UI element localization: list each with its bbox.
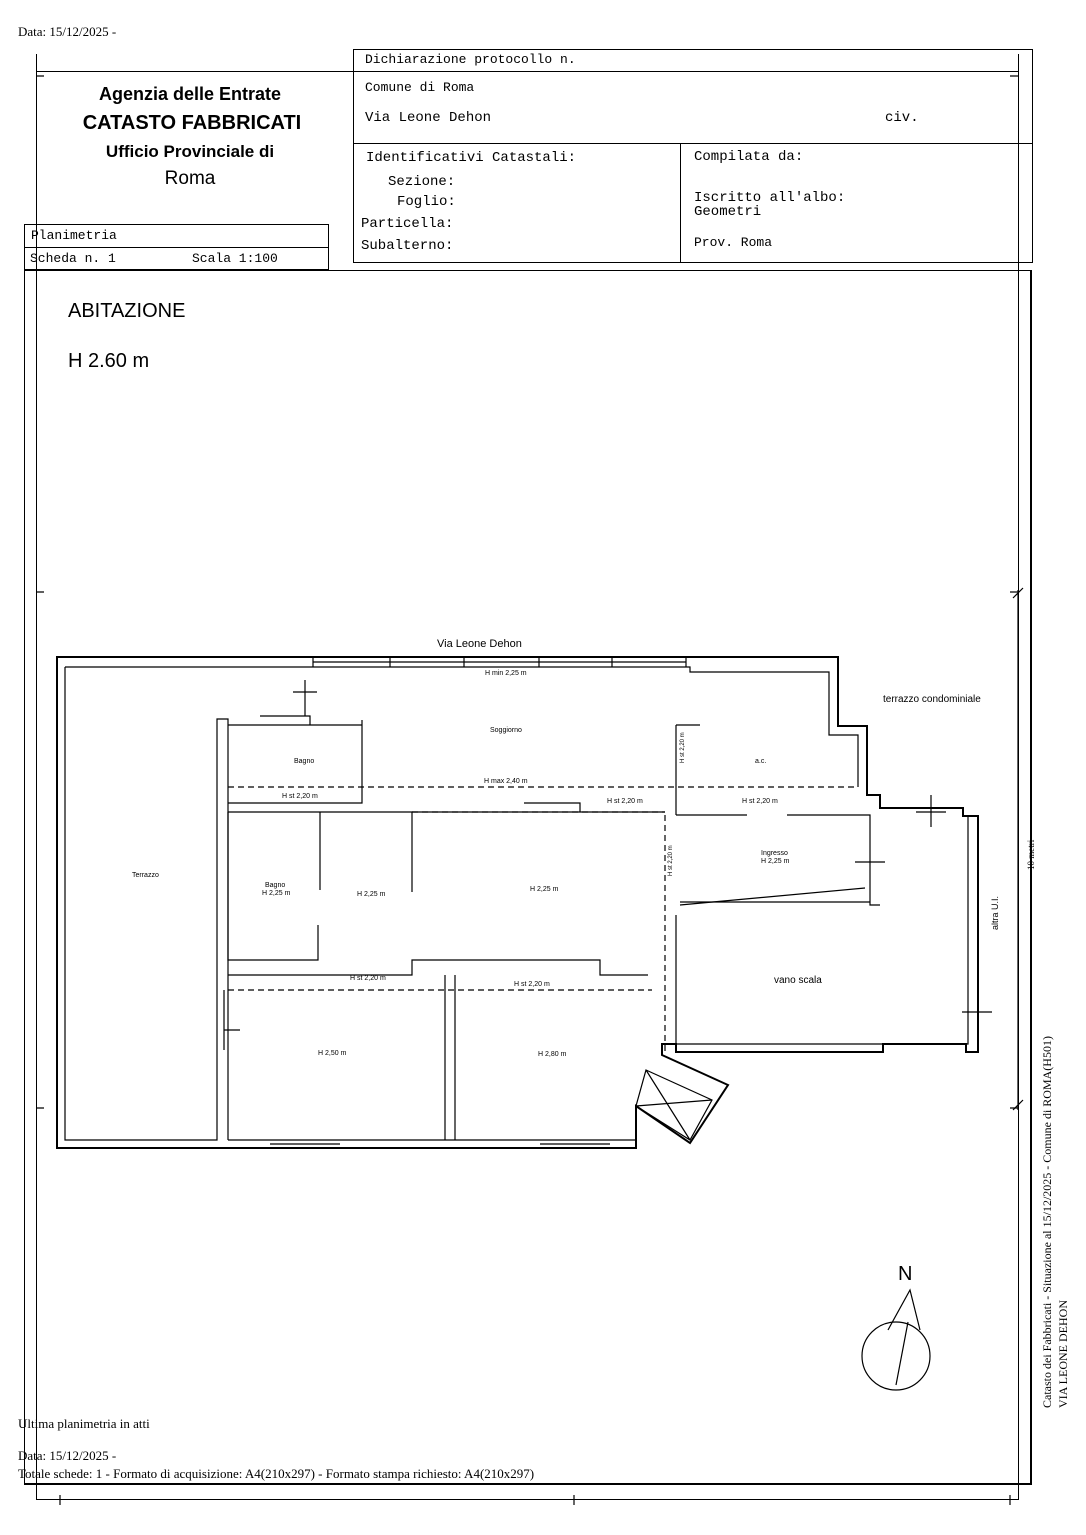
footer-totale: Totale schede: 1 - Formato di acquisizione: A4(210x297) - Formato stampa richiesto: A4(210x297) [18,1466,535,1481]
hmax-label: H max 2,40 m [484,778,528,785]
north-label: N [898,1263,913,1285]
altra-ui-label: altra U.I. [990,895,1000,930]
foglio-label: Foglio: [397,194,456,210]
particella-label: Particella: [361,216,454,232]
hst-label-a: H st 2,20 m [282,793,318,800]
planimetria-label: Planimetria [31,228,117,243]
catasto-title: CATASTO FABBRICATI [82,112,302,134]
ultima-planimetria: Ultima planimetria in atti [18,1416,150,1431]
bagno2-height: H 2,25 m [262,890,291,897]
scale-bar-label: 10 metri [1026,839,1036,870]
hst-vertical-2: H st 2,20 m [668,845,674,876]
soggiorno-label: Soggiorno [490,727,522,734]
room-h225-b: H 2,25 m [530,886,559,893]
subalterno-label: Subalterno: [361,238,454,254]
drawing-title: ABITAZIONE [68,300,186,322]
room-h225-a: H 2,25 m [357,891,386,898]
terrazzo-label: Terrazzo [132,872,159,879]
vano-scala-label: vano scala [774,975,822,986]
geometri-label: Geometri [694,204,762,220]
agency-name: Agenzia delle Entrate [98,84,282,104]
street-label: Via Leone Dehon [437,638,522,650]
terrazzo-condominiale-label: terrazzo condominiale [883,694,981,705]
compilata-label: Compilata da: [694,149,804,165]
room-h250: H 2,50 m [318,1050,347,1057]
iscritto-label: Iscritto all'albo: [694,190,846,206]
scala-label: Scala 1:100 [192,251,278,266]
bagno1-label: Bagno [294,758,315,765]
side-via: VIA LEONE DEHON [1056,1300,1070,1408]
top-date: Data: 15/12/2025 - [18,24,117,39]
bagno2-label: Bagno [265,882,286,889]
room-h280: H 2,80 m [538,1051,567,1058]
scheda-label: Scheda n. 1 [30,251,116,266]
ingresso-label: Ingresso [761,850,788,857]
ufficio-label: Ufficio Provinciale di [105,142,275,161]
sezione-label: Sezione: [388,174,456,190]
protocol-label: Dichiarazione protocollo n. [365,52,576,67]
via-label: Via Leone Dehon [365,110,492,126]
prov-label: Prov. Roma [694,235,773,250]
footer-date: Data: 15/12/2025 - [18,1448,117,1463]
identificativi-label: Identificativi Catastali: [366,150,577,166]
civ-label: civ. [885,110,919,126]
hst-label-c: H st 2,20 m [742,798,778,805]
hst-label-e: H st 2,20 m [514,981,550,988]
ufficio-city: Roma [164,168,216,189]
hst-label-b: H st 2,20 m [607,798,643,805]
hst-vertical-1: H st 2,20 m [680,732,686,763]
hmin-label: H min 2,25 m [485,670,527,677]
drawing-height: H 2.60 m [68,350,150,372]
hst-label-d: H st 2,20 m [350,975,386,982]
ac-label: a.c. [755,758,767,765]
comune-label: Comune di Roma [365,80,475,95]
ingresso-height: H 2,25 m [761,858,790,865]
catasto-situazione: Catasto dei Fabbricati - Situazione al 15/12/2025 - Comune di ROMA(H501) [1040,1036,1054,1408]
